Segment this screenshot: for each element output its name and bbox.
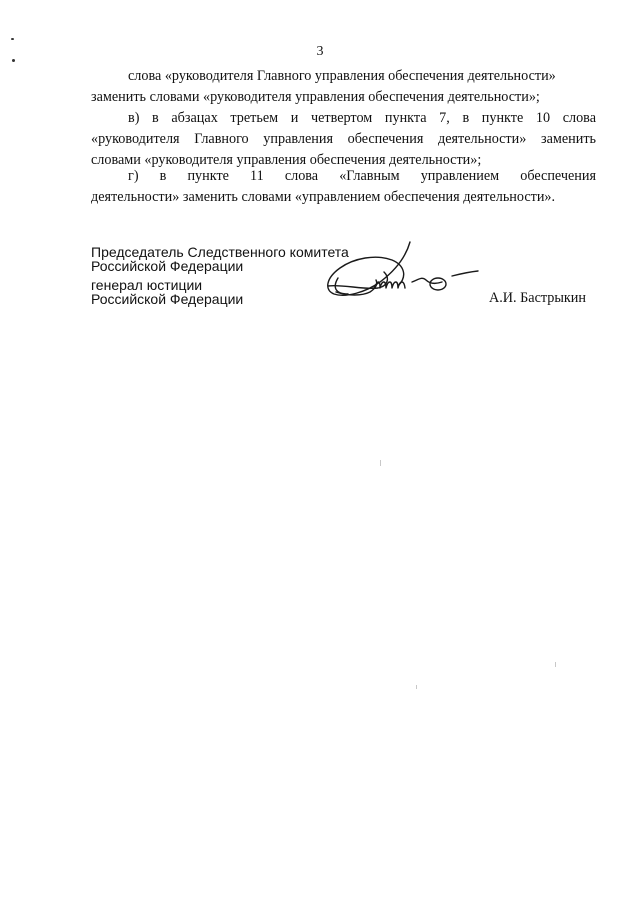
scan-speck	[11, 38, 14, 40]
text-line: слова «руководителя Главного управления обеспечения деятельности»	[128, 68, 556, 84]
signer-title-line-2: Российской Федерации	[91, 258, 244, 274]
text-line: деятельности» заменить словами «управлением обеспечения деятельности».	[91, 189, 556, 205]
signer-title-line-1: Председатель Следственного комитета	[91, 244, 349, 260]
text-line: г) в пункте 11 слова «Главным управлением обеспечения	[128, 168, 596, 184]
text-line: словами «руководителя управления обеспечения деятельности»;	[91, 152, 482, 168]
scan-mark	[555, 662, 556, 667]
scan-mark	[416, 685, 417, 689]
paragraph-g	[91, 166, 596, 208]
signer-rank-line-2: Российской Федерации	[91, 291, 244, 307]
scan-mark	[380, 460, 381, 466]
signer-rank-line-1: генерал юстиции	[91, 277, 203, 293]
handwritten-signature	[318, 238, 488, 308]
page-number: 3	[316, 44, 324, 59]
text-line: заменить словами «руководителя управления обеспечения деятельности»;	[91, 89, 540, 105]
text-line: «руководителя Главного управления обеспечения деятельности» заменить	[91, 131, 596, 147]
paragraph-b-continuation	[91, 66, 596, 108]
signer-name: А.И. Бастрыкин	[489, 290, 586, 306]
paragraph-v	[91, 108, 596, 171]
text-line: в) в абзацах третьем и четвертом пункта 7, в пункте 10 слова	[128, 110, 596, 126]
